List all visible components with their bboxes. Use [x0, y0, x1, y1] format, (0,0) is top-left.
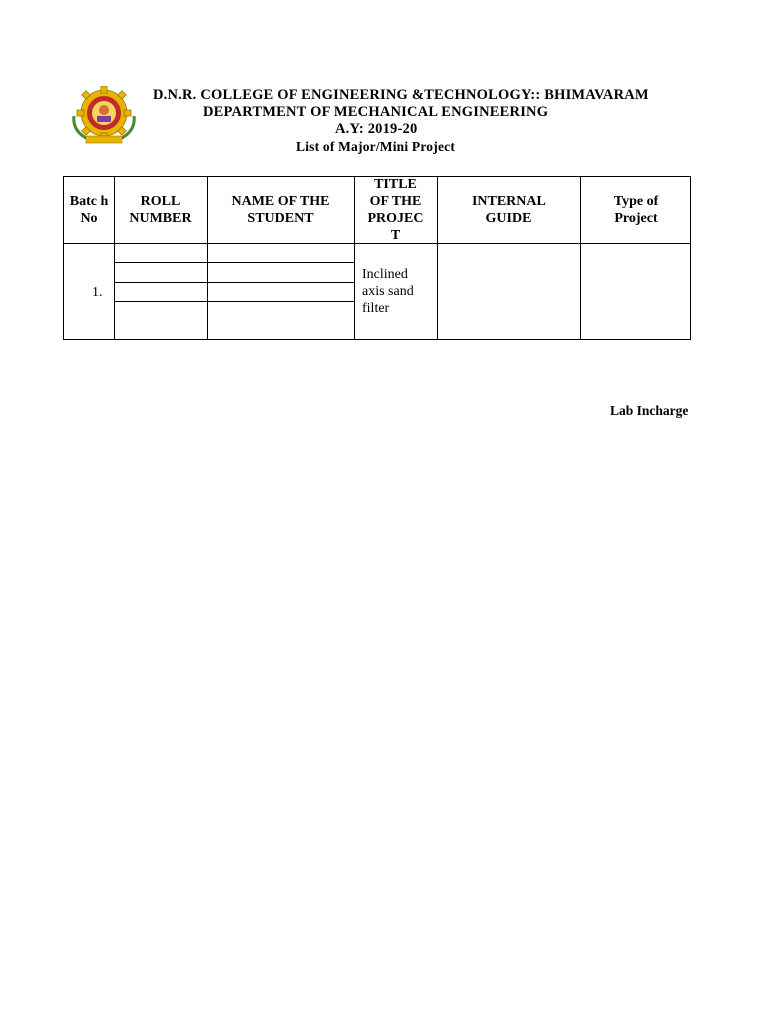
col-header-internal-guide: INTERNAL GUIDE	[471, 194, 546, 226]
row-divider	[114, 301, 354, 302]
department-name: DEPARTMENT OF MECHANICAL ENGINEERING	[203, 104, 549, 120]
col-header-project-type: Type of Project	[613, 194, 659, 226]
college-logo	[66, 86, 142, 146]
project-table	[63, 176, 691, 340]
col-header-roll-number: ROLL NUMBER	[129, 194, 192, 226]
college-name: D.N.R. COLLEGE OF ENGINEERING &TECHNOLOGY:: BHIMAVARAM	[153, 87, 649, 103]
row-divider	[114, 262, 354, 263]
row-divider	[114, 282, 354, 283]
col-header-student-name: NAME OF THE STUDENT	[231, 194, 330, 226]
col-header-project-title: TITLE OF THE PROJEC T	[367, 177, 424, 243]
lab-incharge-label: Lab Incharge	[610, 403, 689, 418]
project-title: Inclined axis sand filter	[362, 267, 414, 316]
col-header-batch-no: Batc h No	[69, 194, 109, 226]
academic-year: A.Y: 2019-20	[335, 121, 418, 137]
list-title: List of Major/Mini Project	[296, 139, 456, 154]
batch-number: 1.	[92, 285, 103, 300]
